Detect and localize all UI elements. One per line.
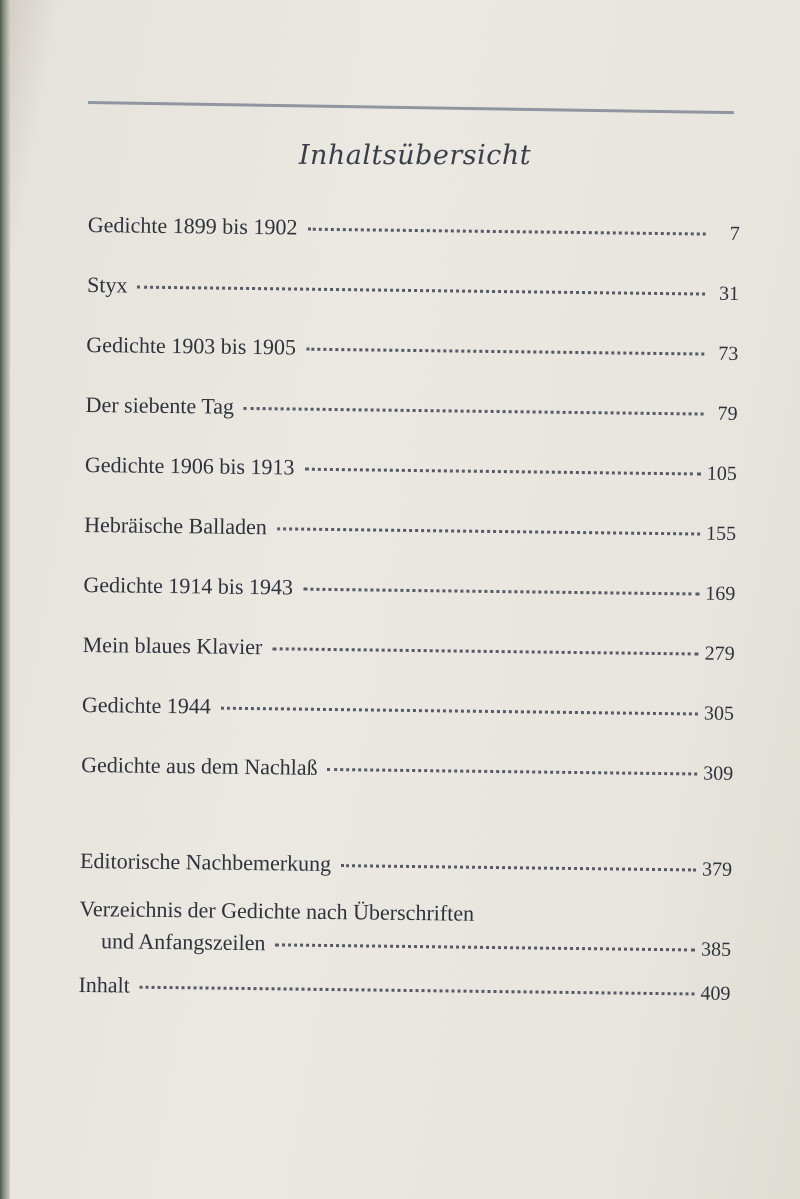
toc-appendix-entry bbox=[80, 848, 733, 904]
toc-entry-label-line1: Verzeichnis der Gedichte nach Überschriften bbox=[79, 895, 475, 926]
page-title: Inhaltsübersicht bbox=[298, 140, 532, 171]
table-of-contents bbox=[78, 212, 740, 1028]
toc-entry-page: 73 bbox=[718, 342, 739, 365]
dot-leader bbox=[306, 348, 704, 356]
toc-entry bbox=[82, 632, 735, 700]
toc-entry-page: 105 bbox=[706, 462, 737, 485]
toc-entry-label: Gedichte 1914 bis 1943 bbox=[83, 571, 294, 600]
toc-entry-page: 79 bbox=[717, 402, 738, 425]
toc-entry-label: Inhalt bbox=[78, 971, 131, 998]
toc-entry-label: Styx bbox=[86, 271, 128, 298]
dot-leader bbox=[137, 286, 705, 296]
dot-leader bbox=[221, 707, 698, 716]
toc-entry-page: 155 bbox=[705, 522, 737, 545]
toc-appendix-entry bbox=[79, 896, 732, 980]
toc-entry-line2 bbox=[79, 928, 731, 980]
dot-leader bbox=[328, 768, 698, 776]
toc-entry-label: Gedichte 1899 bis 1902 bbox=[87, 212, 298, 240]
toc-entry-label: Der siebente Tag bbox=[85, 391, 235, 419]
toc-entry-page: 385 bbox=[700, 938, 732, 961]
toc-entry-page: 169 bbox=[705, 582, 736, 605]
header-rule bbox=[88, 101, 734, 114]
toc-appendix-entry bbox=[78, 972, 731, 1028]
toc-entry-label: Editorische Nachbemerkung bbox=[79, 847, 332, 877]
dot-leader bbox=[140, 986, 695, 996]
dot-leader bbox=[244, 407, 704, 416]
dot-leader bbox=[307, 228, 705, 236]
toc-entry-page: 379 bbox=[701, 858, 733, 881]
dot-leader bbox=[272, 647, 698, 655]
toc-entry bbox=[85, 392, 738, 460]
toc-entry bbox=[84, 452, 737, 520]
toc-entry bbox=[81, 692, 734, 760]
toc-entry-page: 279 bbox=[704, 642, 735, 665]
toc-entry-label: Gedichte 1944 bbox=[81, 691, 212, 719]
toc-entry bbox=[87, 212, 740, 280]
toc-entry bbox=[81, 752, 734, 820]
toc-entry-page: 7 bbox=[729, 222, 740, 245]
toc-entry-label: Gedichte 1903 bis 1905 bbox=[86, 331, 297, 360]
toc-entry bbox=[87, 272, 740, 340]
dot-leader bbox=[277, 527, 700, 535]
dot-leader bbox=[303, 588, 699, 596]
toc-entry-label: Gedichte aus dem Nachlaß bbox=[81, 751, 318, 780]
toc-entry bbox=[83, 572, 736, 640]
toc-entry-label: Hebräische Balladen bbox=[84, 511, 267, 540]
dot-leader bbox=[304, 468, 700, 476]
toc-entry-label: Mein blaues Klavier bbox=[82, 631, 263, 660]
toc-entry-label-line2: und Anfangszeilen bbox=[100, 928, 266, 956]
toc-entry-page: 309 bbox=[703, 762, 734, 785]
toc-entry bbox=[84, 512, 737, 580]
dot-leader bbox=[275, 943, 695, 951]
dot-leader bbox=[341, 864, 696, 871]
toc-entry-page: 305 bbox=[703, 702, 735, 725]
toc-entry-label: Gedichte 1906 bis 1913 bbox=[84, 451, 295, 480]
toc-entry-page: 31 bbox=[718, 282, 740, 305]
book-spine-edge bbox=[0, 0, 10, 1199]
toc-entry bbox=[86, 332, 739, 400]
toc-entry-page: 409 bbox=[700, 982, 731, 1005]
